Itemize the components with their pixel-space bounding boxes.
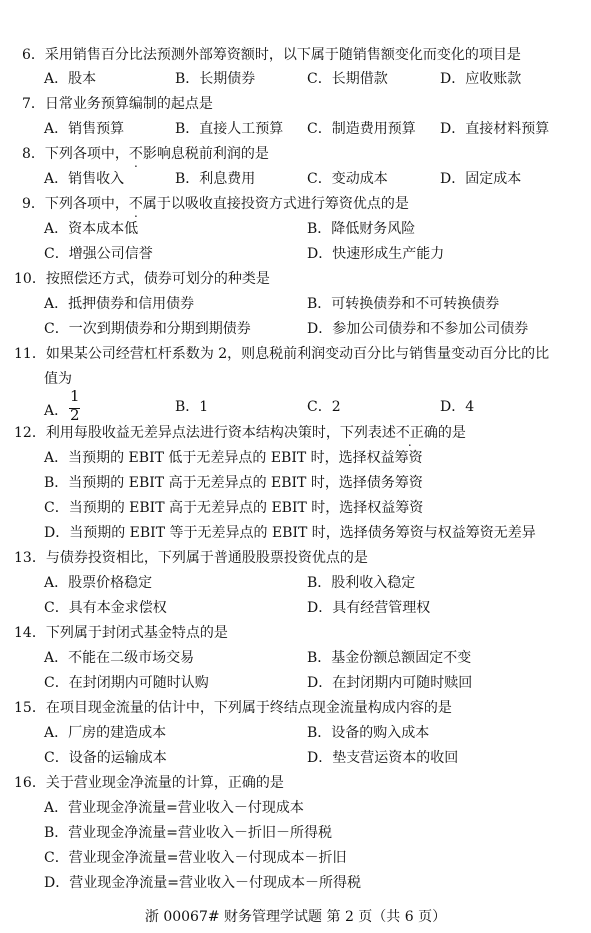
option-b: B．基金份额总额固定不变	[307, 650, 472, 666]
question-9-options-row2	[0, 242, 591, 267]
question-6-stem	[0, 43, 591, 68]
question-11-options	[0, 395, 591, 420]
option-a: A．销售收入	[44, 171, 125, 187]
emphasis-mark: 不	[128, 196, 143, 212]
option-d: D．参加公司债券和不参加公司债券	[307, 321, 529, 337]
question-15-options-row1	[0, 721, 591, 746]
option-c: C．一次到期债券和分期到期债券	[44, 321, 251, 337]
option-b: B．降低财务风险	[307, 221, 416, 237]
option-d: D．当预期的 EBIT 等于无差异点的 EBIT 时，选择债务筹资与权益筹资无差异	[44, 525, 536, 541]
question-10-options-row2	[0, 317, 591, 342]
stem-part: 确的是	[423, 425, 466, 441]
option-a: A．股票价格稳定	[44, 575, 153, 591]
question-11-stem-line2	[0, 367, 591, 392]
stem-text: 13．与债券投资相比，下列属于普通股股票投资优点的是	[14, 550, 368, 566]
stem-text: 14．下列属于封闭式基金特点的是	[14, 625, 228, 641]
option-a: A．当预期的 EBIT 低于无差异点的 EBIT 时，选择权益筹资	[44, 450, 423, 466]
emphasis-mark: 不正	[395, 425, 424, 441]
option-d: D．应收账款	[440, 71, 522, 87]
option-d: D．垫支营运资本的收回	[307, 750, 459, 766]
question-12-option-a	[0, 446, 591, 471]
question-16-option-b	[0, 821, 591, 846]
question-15-options-row2	[0, 746, 591, 771]
stem-part: 影响息税前利润的是	[142, 146, 269, 162]
question-10-stem	[0, 267, 591, 292]
question-9-options-row1	[0, 217, 591, 242]
option-a: A．不能在二级市场交易	[44, 650, 195, 666]
stem-text: 7．日常业务预算编制的起点是	[22, 96, 213, 112]
option-c: C．设备的运输成本	[44, 750, 167, 766]
stem-text: 11．如果某公司经营杠杆系数为 2，则息税前利润变动百分比与销售量变动百分比的比	[14, 346, 550, 362]
question-15-stem	[0, 696, 591, 721]
question-12-stem	[0, 421, 591, 446]
option-a: A．抵押债券和信用债券	[44, 296, 195, 312]
option-b: B．直接人工预算	[175, 121, 284, 137]
question-12-option-b	[0, 471, 591, 496]
option-b: B．营业现金净流量=营业收入－折旧－所得税	[44, 825, 333, 841]
question-14-options-row1	[0, 646, 591, 671]
option-b: B．可转换债券和不可转换债券	[307, 296, 500, 312]
stem-text: 值为	[44, 371, 72, 387]
question-13-options-row2	[0, 596, 591, 621]
option-b: B．设备的购入成本	[307, 725, 430, 741]
stem-text: 10．按照偿还方式，债券可划分的种类是	[14, 271, 270, 287]
fraction-numerator: 1	[70, 387, 80, 405]
question-16-option-a	[0, 796, 591, 821]
option-c: C．当预期的 EBIT 高于无差异点的 EBIT 时，选择权益筹资	[44, 500, 424, 516]
option-d: D．在封闭期内可随时赎回	[307, 675, 473, 691]
stem-text: 16．关于营业现金净流量的计算，正确的是	[14, 775, 284, 791]
option-d: D．直接材料预算	[440, 121, 550, 137]
question-9-stem	[0, 192, 591, 217]
option-c: C．长期借款	[307, 71, 388, 87]
question-13-stem	[0, 546, 591, 571]
option-c: C．制造费用预算	[307, 121, 416, 137]
stem-part: 12．利用每股收益无差异点法进行资本结构决策时，下列表述	[14, 425, 396, 441]
option-b: B．股利收入稳定	[307, 575, 416, 591]
option-c: C．营业现金净流量=营业收入－付现成本－折旧	[44, 850, 347, 866]
option-c: C．在封闭期内可随时认购	[44, 675, 209, 691]
stem-text	[14, 421, 466, 446]
option-c: C．增强公司信誉	[44, 246, 153, 262]
question-13-options-row1	[0, 571, 591, 596]
option-a: A．销售预算	[44, 121, 125, 137]
stem-text	[22, 142, 269, 167]
emphasis-mark: 不	[128, 146, 143, 162]
question-8-options	[0, 167, 591, 192]
option-b: B．1	[175, 399, 209, 415]
option-b: B．利息费用	[175, 171, 256, 187]
question-11-stem-line1	[0, 342, 591, 367]
question-6-options	[0, 67, 591, 92]
option-c: C．具有本金求偿权	[44, 600, 167, 616]
option-a-label: A．	[44, 403, 69, 419]
question-8-stem	[0, 142, 591, 167]
question-14-stem	[0, 621, 591, 646]
stem-text: 15．在项目现金流量的估计中，下列属于终结点现金流量构成内容的是	[14, 700, 452, 716]
question-7-options	[0, 117, 591, 142]
option-d: D．固定成本	[440, 171, 522, 187]
question-7-stem	[0, 92, 591, 117]
question-12-option-c	[0, 496, 591, 521]
option-d: D．4	[440, 399, 475, 415]
option-b: B．当预期的 EBIT 高于无差异点的 EBIT 时，选择债务筹资	[44, 475, 423, 491]
option-a: A．资本成本低	[44, 221, 139, 237]
question-16-option-c	[0, 846, 591, 871]
stem-part: 9．下列各项中，	[22, 196, 129, 212]
option-d: D．营业现金净流量=营业收入－付现成本－所得税	[44, 875, 361, 891]
page-footer: 浙 00067# 财务管理学试题 第 2 页（共 6 页）	[144, 909, 447, 925]
question-10-options-row1	[0, 292, 591, 317]
option-c: C．2	[307, 399, 341, 415]
option-a: A．厂房的建造成本	[44, 725, 167, 741]
fraction-denominator: 2	[70, 406, 80, 424]
option-d: D．具有经营管理权	[307, 600, 431, 616]
stem-part: 8．下列各项中，	[22, 146, 129, 162]
question-16-option-d	[0, 871, 591, 896]
question-14-options-row2	[0, 671, 591, 696]
option-a: A．营业现金净流量=营业收入－付现成本	[44, 800, 304, 816]
option-a: A．股本	[44, 71, 97, 87]
question-12-option-d	[0, 521, 591, 546]
question-16-stem	[0, 771, 591, 796]
stem-part: 属于以吸收直接投资方式进行筹资优点的是	[142, 196, 409, 212]
option-d: D．快速形成生产能力	[307, 246, 445, 262]
option-c: C．变动成本	[307, 171, 388, 187]
stem-text: 6．采用销售百分比法预测外部筹资额时，以下属于随销售额变化而变化的项目是	[22, 47, 521, 63]
option-b: B．长期债券	[175, 71, 256, 87]
stem-text	[22, 192, 409, 217]
